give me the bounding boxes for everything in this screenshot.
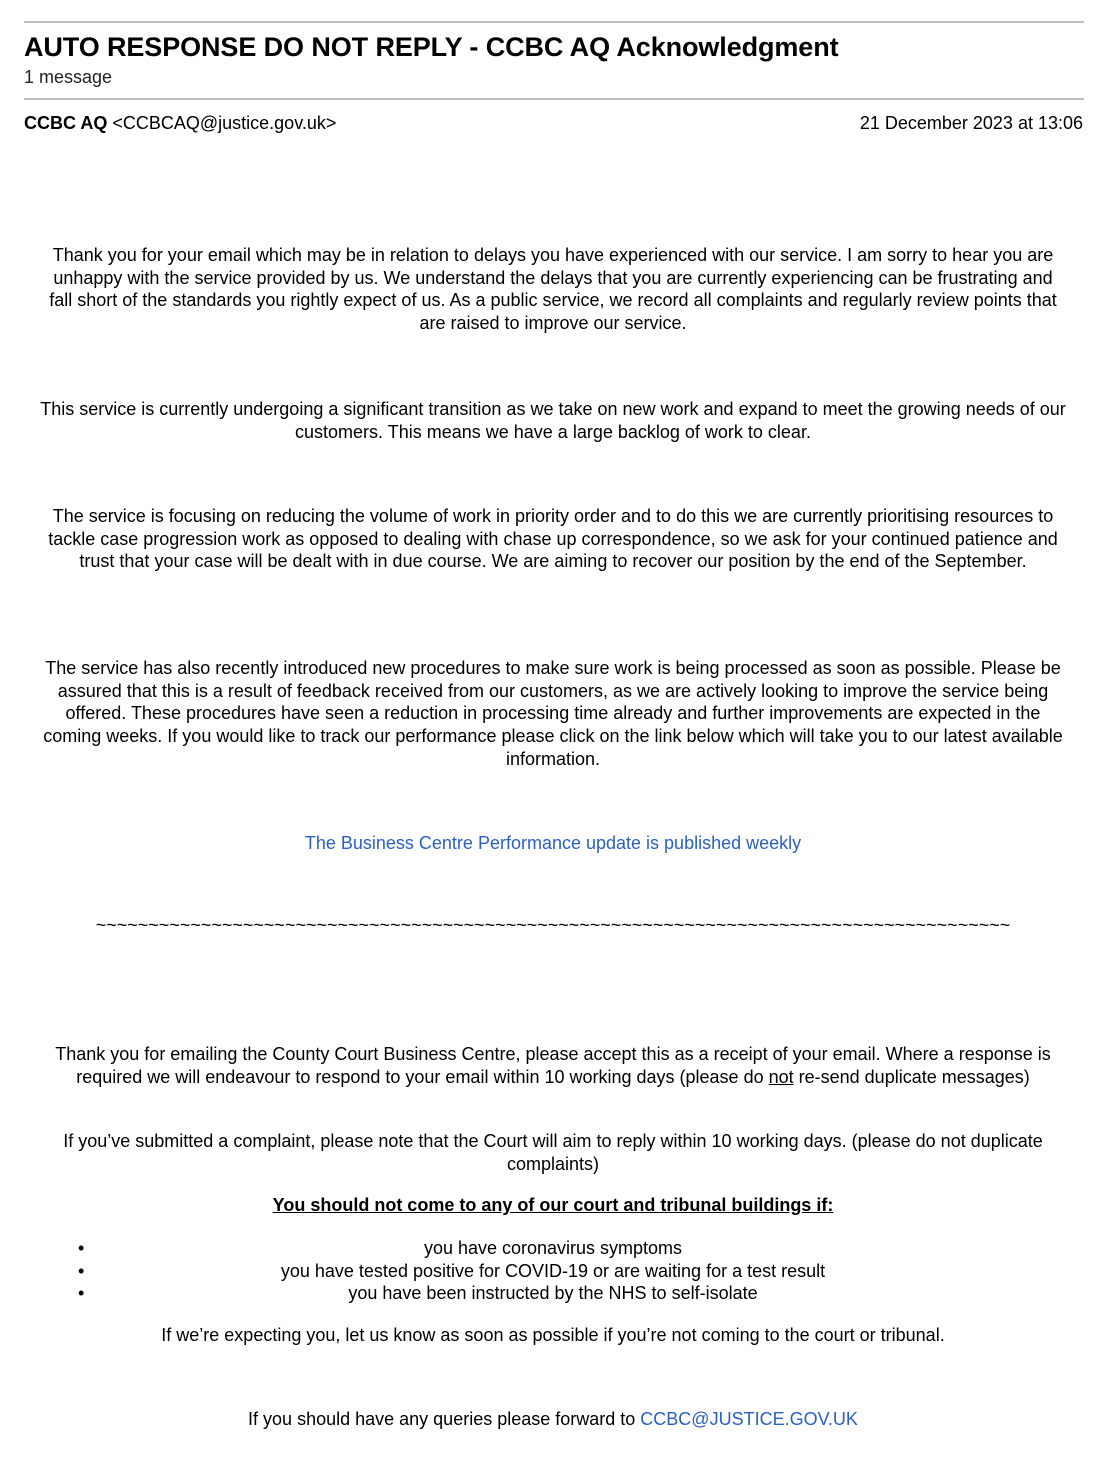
- paragraph-receipt: [40, 1043, 1066, 1088]
- paragraph-queries: [40, 1408, 1066, 1431]
- paragraph-priority: The service is focusing on reducing the volume of work in priority order and to do this we are currently prioritising resources to tackle case progression work as opposed to dealing with chase up correspondence, so we ask for your continued patience and trust that your case will be dealt with in due course. We are aiming to recover our position by the end of the September.: [48, 506, 1058, 572]
- list-item: • you have coronavirus symptoms: [78, 1238, 683, 1258]
- receipt-text-start: Thank you for emailing the County Court Business Centre, please accept this as a receipt of your email. Where a response is required we will endeavour to respond to your email within 10 working days (please do: [55, 1044, 1051, 1087]
- queries-text: If you should have any queries please forward to: [248, 1409, 641, 1429]
- paragraph-procedures: The service has also recently introduced new procedures to make sure work is being processed as soon as possible. Please be assured that this is a result of feedback received from our customers, as we are actively looking to improve the service being offered. These procedures have seen a reduction in processing time already and further improvements are expected in the coming weeks. If you would like to track our performance please click on the link below which will take you to our latest available information.: [43, 658, 1063, 769]
- performance-link-row: [40, 832, 1066, 855]
- performance-update-link[interactable]: The Business Centre Performance update is published weekly: [304, 833, 802, 853]
- receipt-emphasis: not: [768, 1066, 794, 1087]
- header-divider: [24, 98, 1084, 100]
- paragraph-complaint: If you’ve submitted a complaint, please note that the Court will aim to reply within 10 working days. (please do not duplicate complaints): [63, 1131, 1043, 1174]
- bullet-icon: •: [78, 1283, 85, 1304]
- covid-list: [40, 1237, 1066, 1305]
- separator-line: [40, 914, 1066, 937]
- covid-heading: [40, 1194, 1066, 1217]
- email-subject: AUTO RESPONSE DO NOT REPLY - CCBC AQ Acknowledgment: [24, 32, 839, 62]
- bullet-icon: •: [78, 1260, 85, 1281]
- email-date: 21 December 2023 at 13:06: [859, 113, 1083, 133]
- sender: [24, 113, 336, 134]
- paragraph-expecting: If we’re expecting you, let us know as soon as possible if you’re not coming to the court or tribunal.: [161, 1325, 945, 1345]
- bullet-icon: •: [78, 1238, 85, 1258]
- tilde-separator: ~~~~~~~~~~~~~~~~~~~~~~~~~~~~~~~~~~~~~~~~~~~~~~~~~~~~~~~~~~~~~~~~~~~~~~~~~~~~~~~~~~~~~~~: [95, 915, 1011, 935]
- covid-heading-text: You should not come to any of our court and tribunal buildings if:: [272, 1195, 834, 1215]
- sender-name: CCBC AQ: [24, 113, 108, 133]
- paragraph-transition: This service is currently undergoing a significant transition as we take on new work and expand to meet the growing needs of our customers. This means we have a large backlog of work to clear.: [40, 399, 1066, 442]
- receipt-text-end: re-send duplicate messages): [793, 1066, 1030, 1087]
- list-item: • you have been instructed by the NHS to self-isolate: [78, 1283, 758, 1304]
- paragraph-delays: Thank you for your email which may be in relation to delays you have experienced with our service. I am sorry to hear you are unhappy with the service provided by us. We understand the delays that you are currently experiencing can be frustrating and fall short of the standards you rightly expect of us. As a public service, we record all complaints and regularly review points that are raised to improve our service.: [49, 245, 1057, 334]
- top-divider: [24, 21, 1084, 23]
- message-count: 1 message: [24, 67, 113, 87]
- sender-email[interactable]: <CCBCAQ@justice.gov.uk>: [112, 113, 337, 133]
- contact-email-link[interactable]: CCBC@JUSTICE.GOV.UK: [640, 1409, 858, 1429]
- list-item: • you have tested positive for COVID-19 or are waiting for a test result: [78, 1260, 826, 1281]
